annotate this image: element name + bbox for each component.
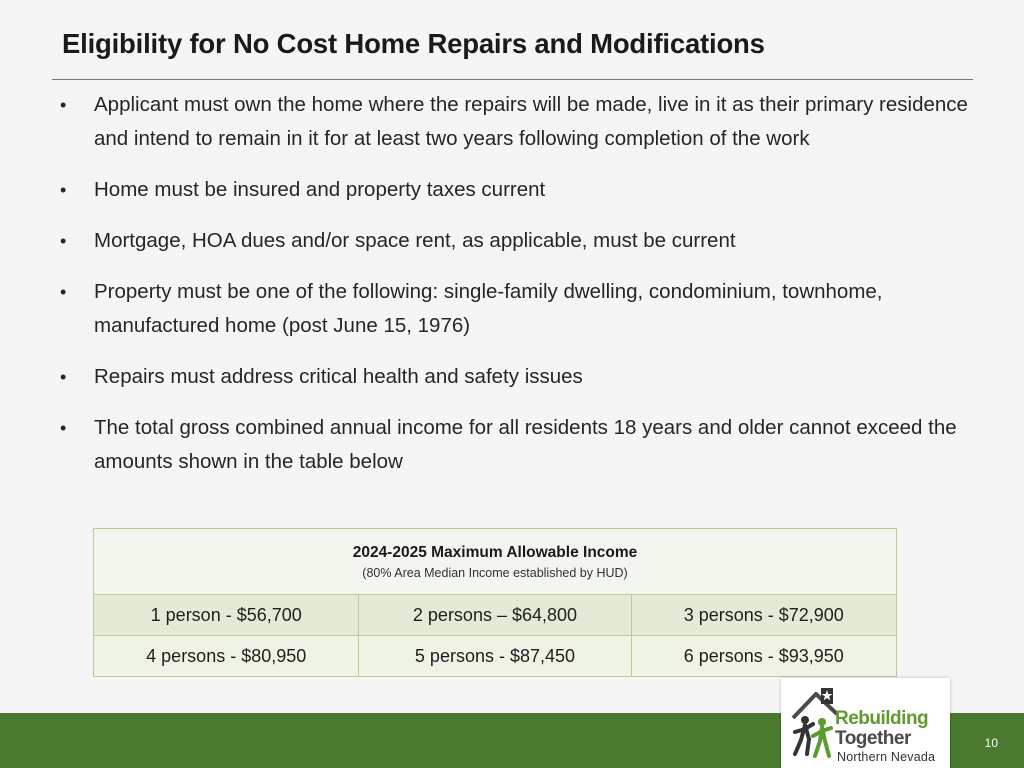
bullet-item bbox=[60, 275, 970, 343]
bullet-text: Property must be one of the following: single-family dwelling, condominium, townhome, manufactured home (post June 15, 1976) bbox=[94, 280, 883, 337]
bullet-marker: • bbox=[60, 367, 67, 387]
page-number: 10 bbox=[984, 736, 998, 750]
bullet-text: Applicant must own the home where the repairs will be made, live in it as their primary residence and intend to remain in it for at least two years following completion of the work bbox=[94, 93, 968, 150]
table-subtitle: (80% Area Median Income established by HUD) bbox=[362, 565, 628, 580]
table-cell: 6 persons - $93,950 bbox=[631, 636, 896, 677]
bullet-item bbox=[60, 411, 970, 479]
income-table bbox=[93, 528, 897, 677]
bullet-marker: • bbox=[60, 95, 67, 115]
table-header-cell bbox=[94, 529, 897, 595]
bullet-item bbox=[60, 224, 970, 258]
logo-text-rebuilding: Rebuilding bbox=[835, 708, 929, 729]
title-divider bbox=[52, 79, 973, 80]
bullet-list bbox=[60, 88, 970, 496]
table-cell: 3 persons - $72,900 bbox=[631, 595, 896, 636]
table-row bbox=[94, 636, 897, 677]
bullet-text: Home must be insured and property taxes current bbox=[94, 178, 546, 201]
table-cell: 2 persons – $64,800 bbox=[359, 595, 631, 636]
table-title: 2024-2025 Maximum Allowable Income bbox=[352, 543, 638, 561]
table-header-row bbox=[94, 529, 897, 595]
house-figures-icon bbox=[789, 684, 839, 762]
logo-text-northern-nevada: Northern Nevada bbox=[837, 750, 936, 764]
bullet-text: The total gross combined annual income for all residents 18 years and older cannot exceed the amounts shown in the table below bbox=[94, 416, 957, 473]
logo-text-together: Together bbox=[835, 728, 911, 749]
table-row bbox=[94, 595, 897, 636]
bullet-item bbox=[60, 88, 970, 156]
bullet-text: Repairs must address critical health and safety issues bbox=[94, 365, 583, 388]
bullet-text: Mortgage, HOA dues and/or space rent, as applicable, must be current bbox=[94, 229, 736, 252]
bullet-marker: • bbox=[60, 282, 67, 302]
bullet-marker: • bbox=[60, 418, 67, 438]
table-cell: 5 persons - $87,450 bbox=[359, 636, 631, 677]
bullet-marker: • bbox=[60, 231, 67, 251]
bullet-marker: • bbox=[60, 180, 67, 200]
rebuilding-together-logo bbox=[781, 678, 950, 768]
slide-title: Eligibility for No Cost Home Repairs and Modifications bbox=[62, 28, 765, 59]
bullet-item bbox=[60, 360, 970, 394]
bullet-item bbox=[60, 173, 970, 207]
table-cell: 4 persons - $80,950 bbox=[94, 636, 359, 677]
table-cell: 1 person - $56,700 bbox=[94, 595, 359, 636]
